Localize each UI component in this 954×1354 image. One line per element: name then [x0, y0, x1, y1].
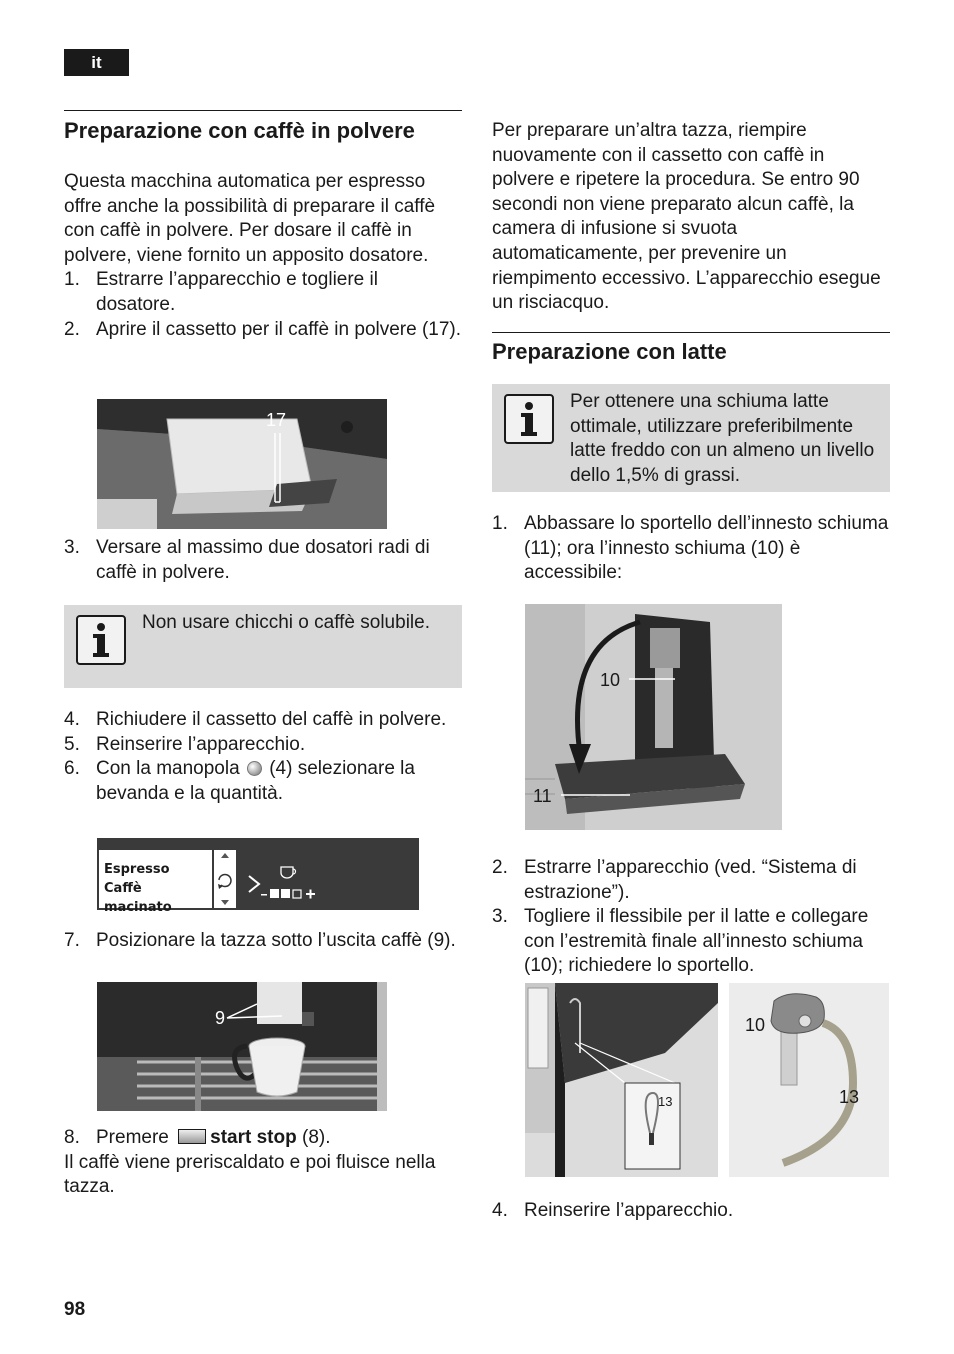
right-column [492, 119, 890, 316]
display-scrollbar [214, 850, 236, 908]
info-icon [504, 394, 554, 444]
right-column-part3 [492, 856, 890, 979]
cup-illustration [97, 982, 387, 1111]
callout-10: 10 [745, 1015, 766, 1035]
list-item: 2. Aprire il cassetto per il caffè in polvere (17). [64, 318, 462, 340]
arrow-up-icon [221, 853, 229, 858]
list-item: 2. Estrarre l’apparecchio (ved. “Sistema di estrazione”). [492, 857, 857, 903]
steps-list-milk-c [492, 1199, 890, 1224]
info-text: Per ottenere una schiuma latte ottimale, utilizzare preferibilmente latte freddo con un almeno un livello dello 1,5% di grassi. [570, 391, 875, 486]
steps-list-b [64, 536, 462, 585]
callout-11: 11 [533, 786, 552, 806]
figure-cup-outlet [97, 982, 387, 1111]
callout-17: 17 [266, 410, 287, 430]
left-column-part2 [64, 536, 462, 585]
steps-list-c [64, 708, 462, 806]
arrow-down-icon [221, 900, 229, 905]
steps-list-milk-a [492, 512, 890, 586]
left-column-part3 [64, 708, 462, 806]
display-line-2: Caffè macinato [104, 881, 172, 915]
hose-connector-illustration [729, 983, 889, 1177]
callout-13: 13 [839, 1087, 860, 1107]
list-item: 1. Abbassare lo sportello dell’innesto schiuma (11); ora l’innesto schiuma (10) è accessibile: [492, 513, 889, 584]
info-box-powder [64, 605, 462, 688]
left-column-part4 [64, 929, 462, 954]
right-column-milk [492, 332, 890, 366]
cup-icon [281, 867, 293, 878]
right-column-part4 [492, 1199, 890, 1224]
display-panel [97, 838, 419, 915]
section-title-powder: Preparazione con caffè in polvere [64, 118, 415, 143]
section-rule [64, 110, 462, 111]
figure-powder-drawer [97, 399, 387, 529]
steps-list-e [64, 1126, 462, 1151]
list-item: 5. Reinserire l’apparecchio. [64, 733, 306, 755]
list-item: 7. Posizionare la tazza sotto l’uscita caffè (9). [64, 930, 456, 951]
froth-door-illustration [525, 604, 782, 830]
start-stop-button-icon [178, 1129, 206, 1144]
list-item: 3. Togliere il flessibile per il latte e collegare con l’estremità finale all’innesto schiuma (10); richiedere lo sportello. [492, 906, 869, 977]
list-item: 6. Con la manopola (4) selezionare la bevanda e la quantità. [64, 758, 415, 804]
knob-icon [247, 761, 262, 776]
figure-froth-door [525, 604, 782, 830]
steps-list-a [64, 268, 462, 342]
refill-paragraph: Per preparare un’altra tazza, riempire nuovamente con il cassetto con caffè in polvere e ripetere la procedura. Se entro 90 secondi non viene preparato alcun caffè, la camera di infusione si svuota automaticamente, per prevenire un riempimento eccessivo. L’apparecchio esegue un risciacquo. [492, 120, 881, 314]
list-item: 1. Estrarre l’apparecchio e togliere il dosatore. [64, 269, 378, 315]
section-rule [492, 332, 890, 333]
language-tab: it [64, 49, 129, 76]
display-screen [99, 850, 212, 915]
closing-paragraph: Il caffè viene preriscaldato e poi fluisce nella tazza. [64, 1151, 436, 1198]
rotate-icon [219, 875, 231, 887]
strength-indicator [243, 862, 333, 904]
left-column-part5 [64, 1126, 462, 1200]
drawer-illustration [97, 399, 387, 529]
figure-hose-connector [729, 983, 889, 1177]
steps-list-d [64, 929, 462, 954]
intro-paragraph: Questa macchina automatica per espresso offre anche la possibilità di preparare il caffè con caffè in polvere. Per dosare il caffè in polvere, viene fornito un apposito dosatore. [64, 171, 436, 266]
callout-10: 10 [600, 670, 621, 690]
left-column [64, 110, 462, 342]
list-item: 4. Richiudere il cassetto del caffè in polvere. [64, 709, 447, 730]
list-item: 8. Premere start stop (8). [64, 1127, 331, 1148]
info-icon [76, 615, 126, 665]
list-item: 3. Versare al massimo due dosatori radi di caffè in polvere. [64, 537, 430, 583]
right-column-part2 [492, 512, 890, 586]
page-number: 98 [64, 1299, 86, 1320]
hose-storage-illustration [525, 983, 718, 1177]
section-title-milk: Preparazione con latte [492, 339, 727, 364]
figure-milk-hose-storage [525, 983, 718, 1177]
info-box-milk [492, 384, 890, 492]
callout-13: 13 [658, 1094, 673, 1109]
minus-icon [261, 894, 267, 896]
info-text: Non usare chicchi o caffè solubile. [142, 612, 430, 633]
display-line-1: Espresso [104, 862, 170, 877]
callout-9: 9 [215, 1008, 226, 1028]
steps-list-milk-b [492, 856, 890, 979]
chevron-right-icon [249, 876, 259, 892]
list-item: 4. Reinserire l’apparecchio. [492, 1200, 734, 1221]
